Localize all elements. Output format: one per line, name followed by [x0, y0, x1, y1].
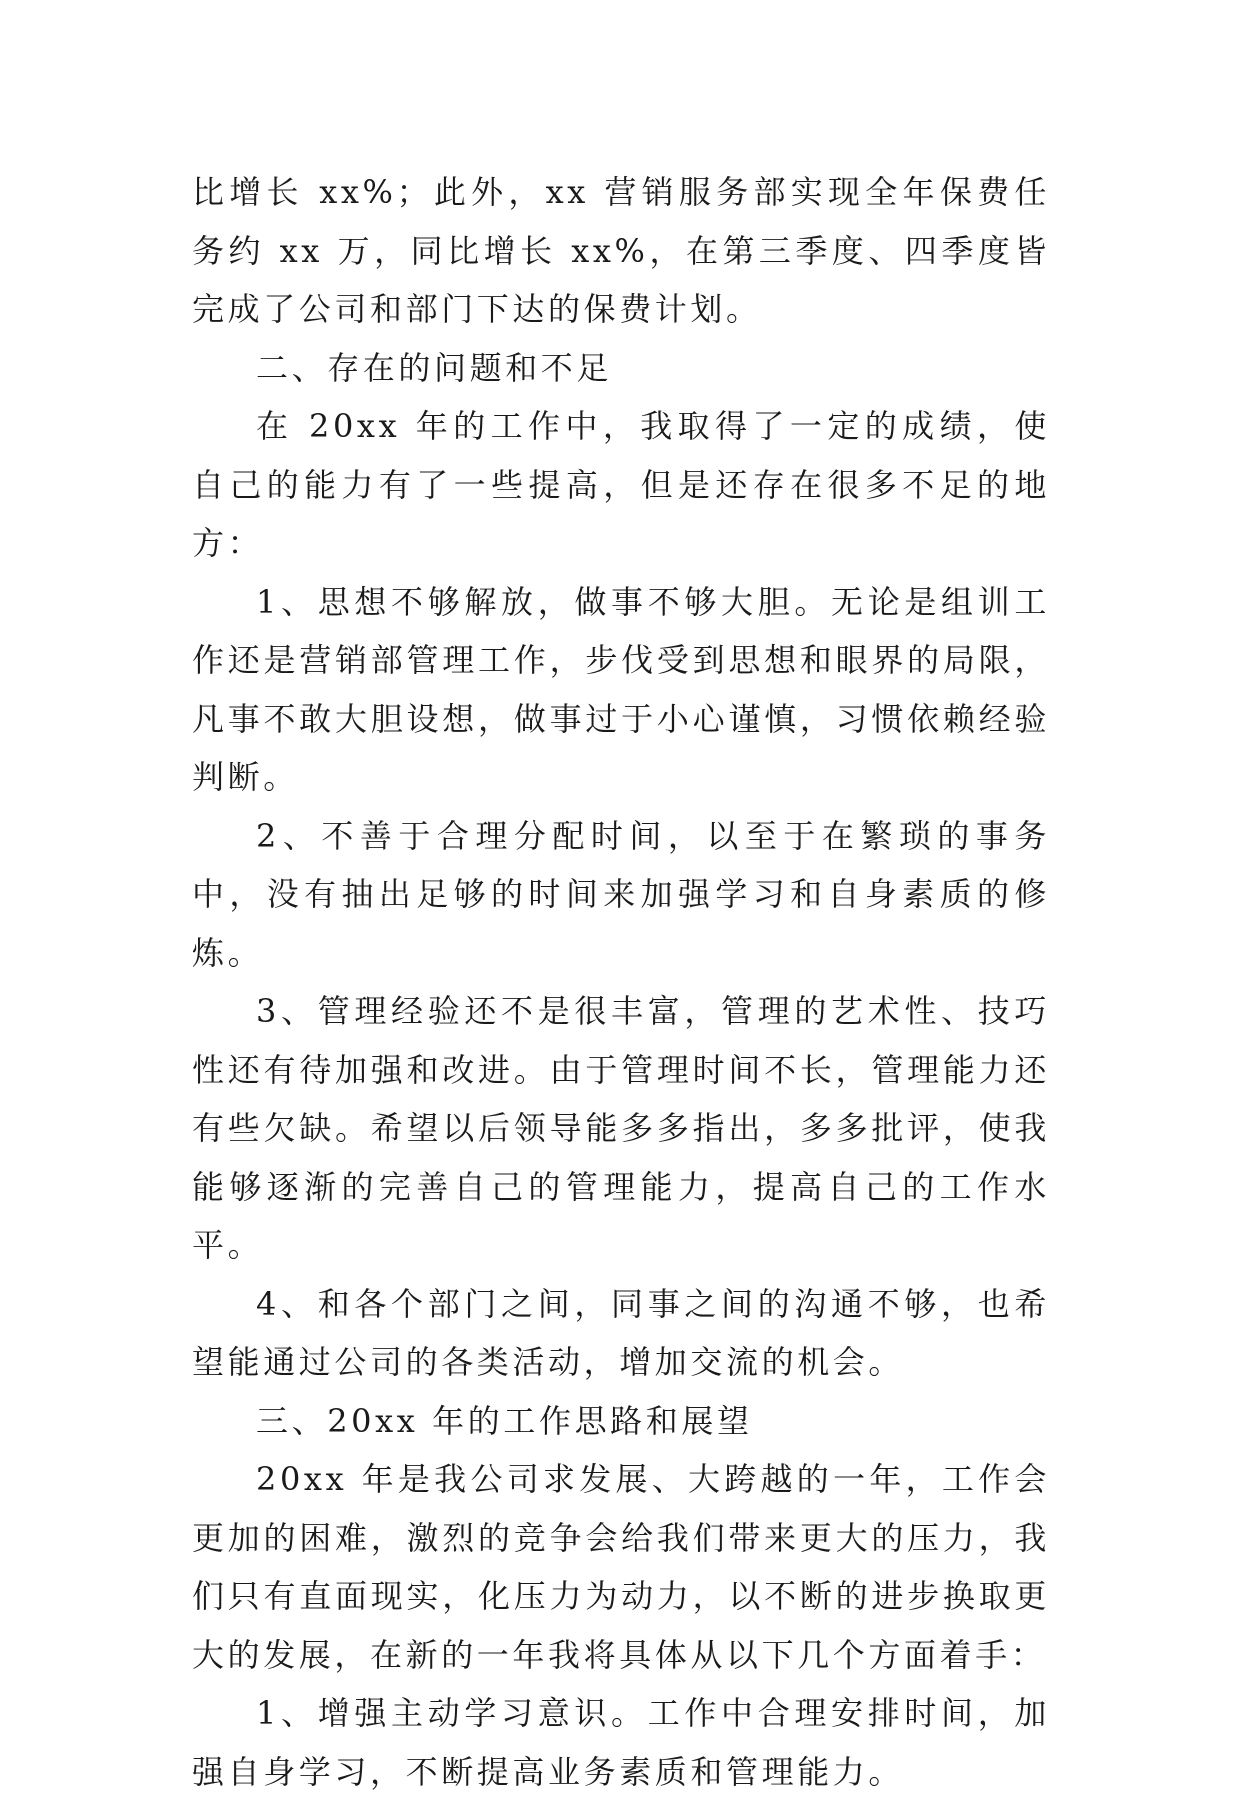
list-item-problem-4: 4、和各个部门之间，同事之间的沟通不够，也希望能通过公司的各类活动，增加交流的机会。 [192, 1284, 1050, 1381]
list-item-problem-2: 2、不善于合理分配时间，以至于在繁琐的事务中，没有抽出足够的时间来加强学习和自身素质的修炼。 [192, 816, 1050, 972]
list-item-problem-3: 3、管理经验还不是很丰富，管理的艺术性、技巧性还有待加强和改进。由于管理时间不长，管理能力还有些欠缺。希望以后领导能多多指出，多多批评，使我能够逐渐的完善自己的管理能力，提高自己的工作水平。 [192, 992, 1050, 1264]
paragraph-intro: 在 20xx 年的工作中，我取得了一定的成绩，使自己的能力有了一些提高，但是还存在很多不足的地方： [192, 407, 1050, 562]
paragraph-continuation: 比增长 xx%；此外，xx 营销服务部实现全年保费任务约 xx 万，同比增长 xx%，在第三季度、四季度皆完成了公司和部门下达的保费计划。 [192, 173, 1050, 328]
document-body [192, 163, 1050, 1801]
list-item-plan-1: 1、增强主动学习意识。工作中合理安排时间，加强自身学习，不断提高业务素质和管理能力。 [192, 1694, 1050, 1791]
section-heading-problems: 二、存在的问题和不足 [256, 348, 613, 387]
paragraph-outlook: 20xx 年是我公司求发展、大跨越的一年，工作会更加的困难，激烈的竞争会给我们带来更大的压力，我们只有直面现实，化压力为动力，以不断的进步换取更大的发展，在新的一年我将具体从以下几个方面着手： [192, 1460, 1050, 1674]
list-item-problem-1: 1、思想不够解放，做事不够大胆。无论是组训工作还是营销部管理工作，步伐受到思想和眼界的局限，凡事不敢大胆设想，做事过于小心谨慎，习惯依赖经验判断。 [192, 582, 1050, 796]
section-heading-outlook: 三、20xx 年的工作思路和展望 [256, 1401, 753, 1440]
